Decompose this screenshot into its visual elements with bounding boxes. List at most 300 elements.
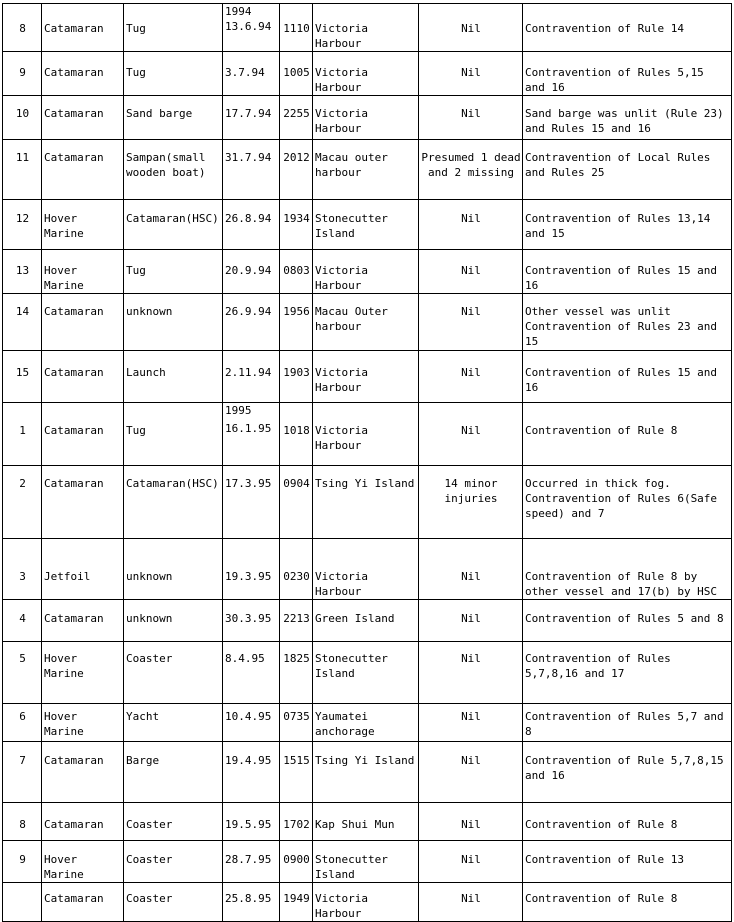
hsc-type-cell-text: Catamaran	[44, 892, 104, 905]
location-cell-text: Macau Outer harbour	[315, 305, 388, 333]
casualties-cell	[419, 250, 523, 294]
location-cell	[313, 4, 419, 52]
other-vessel-cell	[124, 704, 223, 742]
other-vessel-cell	[124, 600, 223, 642]
date-cell	[223, 742, 280, 803]
location-cell-text: Stonecutter Island	[315, 212, 388, 240]
other-vessel-cell-text: Sampan(small wooden boat)	[126, 151, 206, 179]
time-cell-text: 0735	[283, 710, 310, 723]
year-label: 1995	[225, 404, 252, 417]
date-cell-text: 16.1.95	[225, 422, 272, 435]
location-cell-text: Green Island	[315, 612, 395, 625]
hsc-type-cell-text: Catamaran	[44, 754, 104, 767]
hsc-type-cell-text: Catamaran	[44, 477, 104, 490]
table-row	[3, 140, 732, 200]
time-cell	[280, 841, 313, 883]
date-cell-text: 31.7.94	[225, 151, 272, 164]
time-cell	[280, 351, 313, 403]
date-cell	[223, 250, 280, 294]
hsc-type-cell-text: Catamaran	[44, 66, 104, 79]
other-vessel-cell-text: Barge	[126, 754, 160, 767]
casualties-cell-text: Nil	[461, 424, 481, 437]
date-cell-text: 3.7.94	[225, 66, 265, 79]
time-cell	[280, 96, 313, 140]
location-cell	[313, 803, 419, 841]
row-number	[3, 294, 42, 351]
casualties-cell-text: Nil	[461, 366, 481, 379]
hsc-type-cell	[42, 883, 124, 922]
other-vessel-cell-text: Coaster	[126, 853, 173, 866]
row-number-text: 1	[19, 424, 26, 437]
time-cell	[280, 600, 313, 642]
date-cell	[223, 96, 280, 140]
row-number	[3, 351, 42, 403]
time-cell-text: 2213	[283, 612, 310, 625]
remarks-cell	[523, 600, 732, 642]
date-cell-text: 26.8.94	[225, 212, 272, 225]
hsc-type-cell	[42, 466, 124, 539]
row-number-text: 8	[19, 818, 26, 831]
remarks-cell	[523, 351, 732, 403]
date-cell-text: 25.8.95	[225, 892, 272, 905]
table-row	[3, 539, 732, 600]
other-vessel-cell	[124, 642, 223, 704]
date-cell-text: 8.4.95	[225, 652, 265, 665]
location-cell	[313, 642, 419, 704]
remarks-cell	[523, 883, 732, 922]
remarks-cell	[523, 96, 732, 140]
time-cell	[280, 250, 313, 294]
time-cell	[280, 803, 313, 841]
row-number-text: 2	[19, 477, 26, 490]
location-cell	[313, 403, 419, 466]
table-row	[3, 704, 732, 742]
row-number-text: 9	[19, 66, 26, 79]
date-cell	[223, 351, 280, 403]
hsc-type-cell-text: Catamaran	[44, 612, 104, 625]
location-cell	[313, 140, 419, 200]
location-cell-text: Stonecutter Island	[315, 853, 388, 881]
row-number-text: 6	[19, 710, 26, 723]
remarks-cell	[523, 466, 732, 539]
remarks-cell-text: Contravention of Local Rules and Rules 25	[525, 151, 711, 179]
casualties-cell	[419, 883, 523, 922]
table-row	[3, 250, 732, 294]
location-cell-text: Stonecutter Island	[315, 652, 388, 680]
remarks-cell	[523, 803, 732, 841]
other-vessel-cell	[124, 250, 223, 294]
table-row	[3, 466, 732, 539]
time-cell	[280, 140, 313, 200]
casualties-cell	[419, 600, 523, 642]
remarks-cell	[523, 294, 732, 351]
location-cell	[313, 96, 419, 140]
location-cell-text: Victoria Harbour	[315, 22, 368, 50]
location-cell	[313, 294, 419, 351]
row-number	[3, 539, 42, 600]
other-vessel-cell-text: Tug	[126, 66, 146, 79]
remarks-cell-text: Sand barge was unlit (Rule 23) and Rules 15 and 16	[525, 107, 724, 135]
location-cell-text: Tsing Yi Island	[315, 754, 415, 767]
location-cell-text: Tsing Yi Island	[315, 477, 415, 490]
casualties-cell-text: Nil	[461, 652, 481, 665]
casualties-cell	[419, 52, 523, 96]
other-vessel-cell-text: Tug	[126, 22, 146, 35]
remarks-cell-text: Contravention of Rules 5,7,8,16 and 17	[525, 652, 671, 680]
time-cell-text: 0230	[283, 570, 310, 583]
other-vessel-cell	[124, 200, 223, 250]
casualties-cell-text: Nil	[461, 22, 481, 35]
table-row	[3, 294, 732, 351]
location-cell	[313, 351, 419, 403]
date-cell-text: 10.4.95	[225, 710, 272, 723]
casualties-cell	[419, 403, 523, 466]
casualties-cell	[419, 4, 523, 52]
casualties-cell-text: Nil	[461, 612, 481, 625]
row-number	[3, 200, 42, 250]
hsc-type-cell	[42, 403, 124, 466]
time-cell	[280, 403, 313, 466]
location-cell	[313, 742, 419, 803]
hsc-type-cell	[42, 600, 124, 642]
date-cell-text: 30.3.95	[225, 612, 272, 625]
table-row	[3, 883, 732, 922]
remarks-cell	[523, 4, 732, 52]
date-cell	[223, 403, 280, 466]
location-cell-text: Victoria Harbour	[315, 570, 368, 598]
location-cell-text: Yaumatei anchorage	[315, 710, 375, 738]
remarks-cell-text: Contravention of Rule 8	[525, 892, 678, 905]
hsc-type-cell	[42, 52, 124, 96]
year-label: 1994	[225, 5, 252, 18]
other-vessel-cell-text: Launch	[126, 366, 166, 379]
casualties-cell	[419, 466, 523, 539]
other-vessel-cell	[124, 803, 223, 841]
remarks-cell-text: Contravention of Rules 13,14 and 15	[525, 212, 711, 240]
date-cell	[223, 600, 280, 642]
hsc-type-cell-text: Catamaran	[44, 305, 104, 318]
remarks-cell-text: Contravention of Rules 5,7 and 8	[525, 710, 724, 738]
hsc-type-cell-text: Catamaran	[44, 151, 104, 164]
time-cell-text: 1005	[283, 66, 310, 79]
row-number	[3, 250, 42, 294]
time-cell-text: 1934	[283, 212, 310, 225]
row-number-text: 8	[19, 22, 26, 35]
other-vessel-cell	[124, 883, 223, 922]
row-number-text: 15	[15, 366, 30, 379]
casualties-cell	[419, 742, 523, 803]
other-vessel-cell-text: Coaster	[126, 652, 173, 665]
date-cell	[223, 140, 280, 200]
time-cell	[280, 4, 313, 52]
location-cell	[313, 883, 419, 922]
row-number	[3, 52, 42, 96]
time-cell	[280, 466, 313, 539]
remarks-cell	[523, 250, 732, 294]
location-cell	[313, 200, 419, 250]
row-number	[3, 642, 42, 704]
location-cell	[313, 539, 419, 600]
collision-table	[2, 3, 732, 922]
date-cell	[223, 883, 280, 922]
casualties-cell	[419, 294, 523, 351]
time-cell-text: 0900	[283, 853, 310, 866]
casualties-cell	[419, 200, 523, 250]
time-cell	[280, 52, 313, 96]
hsc-type-cell-text: Hover Marine	[44, 710, 84, 738]
other-vessel-cell-text: unknown	[126, 570, 173, 583]
date-cell	[223, 294, 280, 351]
table-row	[3, 742, 732, 803]
other-vessel-cell-text: unknown	[126, 612, 173, 625]
table-row	[3, 4, 732, 52]
other-vessel-cell-text: Coaster	[126, 892, 173, 905]
other-vessel-cell-text: Sand barge	[126, 107, 193, 120]
casualties-cell-text: Nil	[461, 570, 481, 583]
remarks-cell-text: Contravention of Rule 5,7,8,15 and 16	[525, 754, 724, 782]
hsc-type-cell-text: Hover Marine	[44, 652, 84, 680]
hsc-type-cell-text: Catamaran	[44, 818, 104, 831]
time-cell	[280, 704, 313, 742]
casualties-cell-text: 14 minor injuries	[444, 477, 498, 505]
date-cell-text: 28.7.95	[225, 853, 272, 866]
remarks-cell-text: Contravention of Rule 13	[525, 853, 684, 866]
hsc-type-cell	[42, 140, 124, 200]
location-cell	[313, 466, 419, 539]
casualties-cell-text: Nil	[461, 212, 481, 225]
date-cell-text: 26.9.94	[225, 305, 272, 318]
hsc-type-cell	[42, 200, 124, 250]
row-number	[3, 140, 42, 200]
other-vessel-cell-text: Catamaran(HSC)	[126, 477, 219, 490]
time-cell-text: 2255	[283, 107, 310, 120]
row-number	[3, 841, 42, 883]
date-cell	[223, 704, 280, 742]
other-vessel-cell	[124, 52, 223, 96]
remarks-cell-text: Contravention of Rule 8	[525, 818, 678, 831]
location-cell	[313, 600, 419, 642]
hsc-type-cell-text: Catamaran	[44, 22, 104, 35]
time-cell-text: 1825	[283, 652, 310, 665]
remarks-cell	[523, 704, 732, 742]
location-cell-text: Macau outer harbour	[315, 151, 388, 179]
casualties-cell-text: Nil	[461, 892, 481, 905]
casualties-cell-text: Nil	[461, 853, 481, 866]
date-cell-text: 19.5.95	[225, 818, 272, 831]
other-vessel-cell	[124, 140, 223, 200]
row-number-text: 14	[15, 305, 30, 318]
casualties-cell-text: Nil	[461, 107, 481, 120]
time-cell	[280, 294, 313, 351]
date-cell	[223, 200, 280, 250]
hsc-type-cell	[42, 803, 124, 841]
date-cell	[223, 4, 280, 52]
table-row	[3, 351, 732, 403]
hsc-type-cell-text: Catamaran	[44, 366, 104, 379]
remarks-cell	[523, 742, 732, 803]
row-number	[3, 4, 42, 52]
table-row	[3, 96, 732, 140]
row-number-text: 3	[19, 570, 26, 583]
remarks-cell-text: Contravention of Rule 14	[525, 22, 684, 35]
remarks-cell	[523, 52, 732, 96]
casualties-cell-text: Nil	[461, 305, 481, 318]
casualties-cell	[419, 841, 523, 883]
row-number-text: 13	[15, 264, 30, 277]
hsc-type-cell-text: Hover Marine	[44, 264, 84, 292]
remarks-cell	[523, 642, 732, 704]
table-row	[3, 52, 732, 96]
remarks-cell-text: Contravention of Rules 15 and 16	[525, 264, 718, 292]
other-vessel-cell	[124, 466, 223, 539]
date-cell-text: 17.7.94	[225, 107, 272, 120]
location-cell	[313, 250, 419, 294]
remarks-cell	[523, 140, 732, 200]
location-cell-text: Victoria Harbour	[315, 66, 368, 94]
other-vessel-cell	[124, 403, 223, 466]
time-cell-text: 1110	[283, 22, 310, 35]
hsc-type-cell	[42, 742, 124, 803]
row-number	[3, 803, 42, 841]
row-number-text: 11	[15, 151, 30, 164]
time-cell-text: 1018	[283, 424, 310, 437]
remarks-cell	[523, 841, 732, 883]
date-cell	[223, 841, 280, 883]
casualties-cell-text: Nil	[461, 818, 481, 831]
hsc-type-cell-text: Hover Marine	[44, 853, 84, 881]
date-cell	[223, 539, 280, 600]
casualties-cell	[419, 351, 523, 403]
date-cell-text: 2.11.94	[225, 366, 272, 379]
table-row	[3, 642, 732, 704]
hsc-type-cell-text: Hover Marine	[44, 212, 84, 240]
location-cell	[313, 841, 419, 883]
table-row	[3, 803, 732, 841]
location-cell-text: Victoria Harbour	[315, 366, 368, 394]
row-number	[3, 600, 42, 642]
location-cell	[313, 704, 419, 742]
time-cell-text: 1515	[283, 754, 310, 767]
hsc-type-cell	[42, 351, 124, 403]
casualties-cell	[419, 642, 523, 704]
remarks-cell-text: Contravention of Rules 5 and 8	[525, 612, 724, 625]
casualties-cell	[419, 96, 523, 140]
casualties-cell-text: Nil	[461, 754, 481, 767]
other-vessel-cell	[124, 841, 223, 883]
date-cell-text: 19.3.95	[225, 570, 272, 583]
casualties-cell	[419, 704, 523, 742]
other-vessel-cell	[124, 96, 223, 140]
time-cell	[280, 642, 313, 704]
other-vessel-cell	[124, 539, 223, 600]
hsc-type-cell	[42, 539, 124, 600]
row-number-text: 12	[15, 212, 30, 225]
location-cell-text: Victoria Harbour	[315, 424, 368, 452]
row-number-text: 7	[19, 754, 26, 767]
time-cell-text: 2012	[283, 151, 310, 164]
hsc-type-cell	[42, 841, 124, 883]
location-cell-text: Kap Shui Mun	[315, 818, 395, 831]
time-cell-text: 1956	[283, 305, 310, 318]
row-number-text: 10	[15, 107, 30, 120]
row-number	[3, 704, 42, 742]
date-cell	[223, 803, 280, 841]
location-cell	[313, 52, 419, 96]
remarks-cell-text: Contravention of Rules 5,15 and 16	[525, 66, 704, 94]
time-cell-text: 1903	[283, 366, 310, 379]
casualties-cell-text: Nil	[461, 710, 481, 723]
other-vessel-cell-text: Coaster	[126, 818, 173, 831]
date-cell	[223, 642, 280, 704]
other-vessel-cell	[124, 4, 223, 52]
date-cell-text: 19.4.95	[225, 754, 272, 767]
row-number	[3, 883, 42, 922]
remarks-cell-text: Contravention of Rule 8	[525, 424, 678, 437]
other-vessel-cell	[124, 742, 223, 803]
row-number	[3, 742, 42, 803]
hsc-type-cell	[42, 250, 124, 294]
other-vessel-cell	[124, 351, 223, 403]
remarks-cell	[523, 403, 732, 466]
time-cell	[280, 742, 313, 803]
remarks-cell-text: Contravention of Rule 8 by other vessel and 17(b) by HSC	[525, 570, 718, 598]
hsc-type-cell	[42, 704, 124, 742]
other-vessel-cell-text: unknown	[126, 305, 173, 318]
location-cell-text: Victoria Harbour	[315, 107, 368, 135]
date-cell	[223, 52, 280, 96]
row-number-text: 4	[19, 612, 26, 625]
row-number	[3, 403, 42, 466]
casualties-cell	[419, 539, 523, 600]
date-cell-text: 17.3.95	[225, 477, 272, 490]
casualties-cell	[419, 140, 523, 200]
remarks-cell-text: Occurred in thick fog. Contravention of Rules 6(Safe speed) and 7	[525, 477, 718, 520]
row-number-text: 9	[19, 853, 26, 866]
row-number	[3, 96, 42, 140]
location-cell-text: Victoria Harbour	[315, 892, 368, 920]
hsc-type-cell-text: Catamaran	[44, 424, 104, 437]
table-row	[3, 200, 732, 250]
casualties-cell-text: Nil	[461, 264, 481, 277]
time-cell	[280, 200, 313, 250]
remarks-cell	[523, 539, 732, 600]
table-row	[3, 403, 732, 466]
remarks-cell-text: Contravention of Rules 15 and 16	[525, 366, 718, 394]
hsc-type-cell-text: Jetfoil	[44, 570, 91, 583]
date-cell-text: 20.9.94	[225, 264, 272, 277]
table-row	[3, 600, 732, 642]
remarks-cell-text: Other vessel was unlit Contravention of Rules 23 and 15	[525, 305, 718, 348]
row-number	[3, 466, 42, 539]
table-row	[3, 841, 732, 883]
location-cell-text: Victoria Harbour	[315, 264, 368, 292]
row-number-text: 5	[19, 652, 26, 665]
time-cell-text: 0904	[283, 477, 310, 490]
time-cell-text: 1702	[283, 818, 310, 831]
casualties-cell-text: Presumed 1 dead and 2 missing	[421, 151, 521, 179]
time-cell-text: 1949	[283, 892, 310, 905]
hsc-type-cell	[42, 294, 124, 351]
hsc-type-cell	[42, 4, 124, 52]
remarks-cell	[523, 200, 732, 250]
hsc-type-cell	[42, 96, 124, 140]
time-cell-text: 0803	[283, 264, 310, 277]
hsc-type-cell-text: Catamaran	[44, 107, 104, 120]
hsc-type-cell	[42, 642, 124, 704]
other-vessel-cell-text: Tug	[126, 264, 146, 277]
other-vessel-cell-text: Yacht	[126, 710, 160, 723]
time-cell	[280, 539, 313, 600]
